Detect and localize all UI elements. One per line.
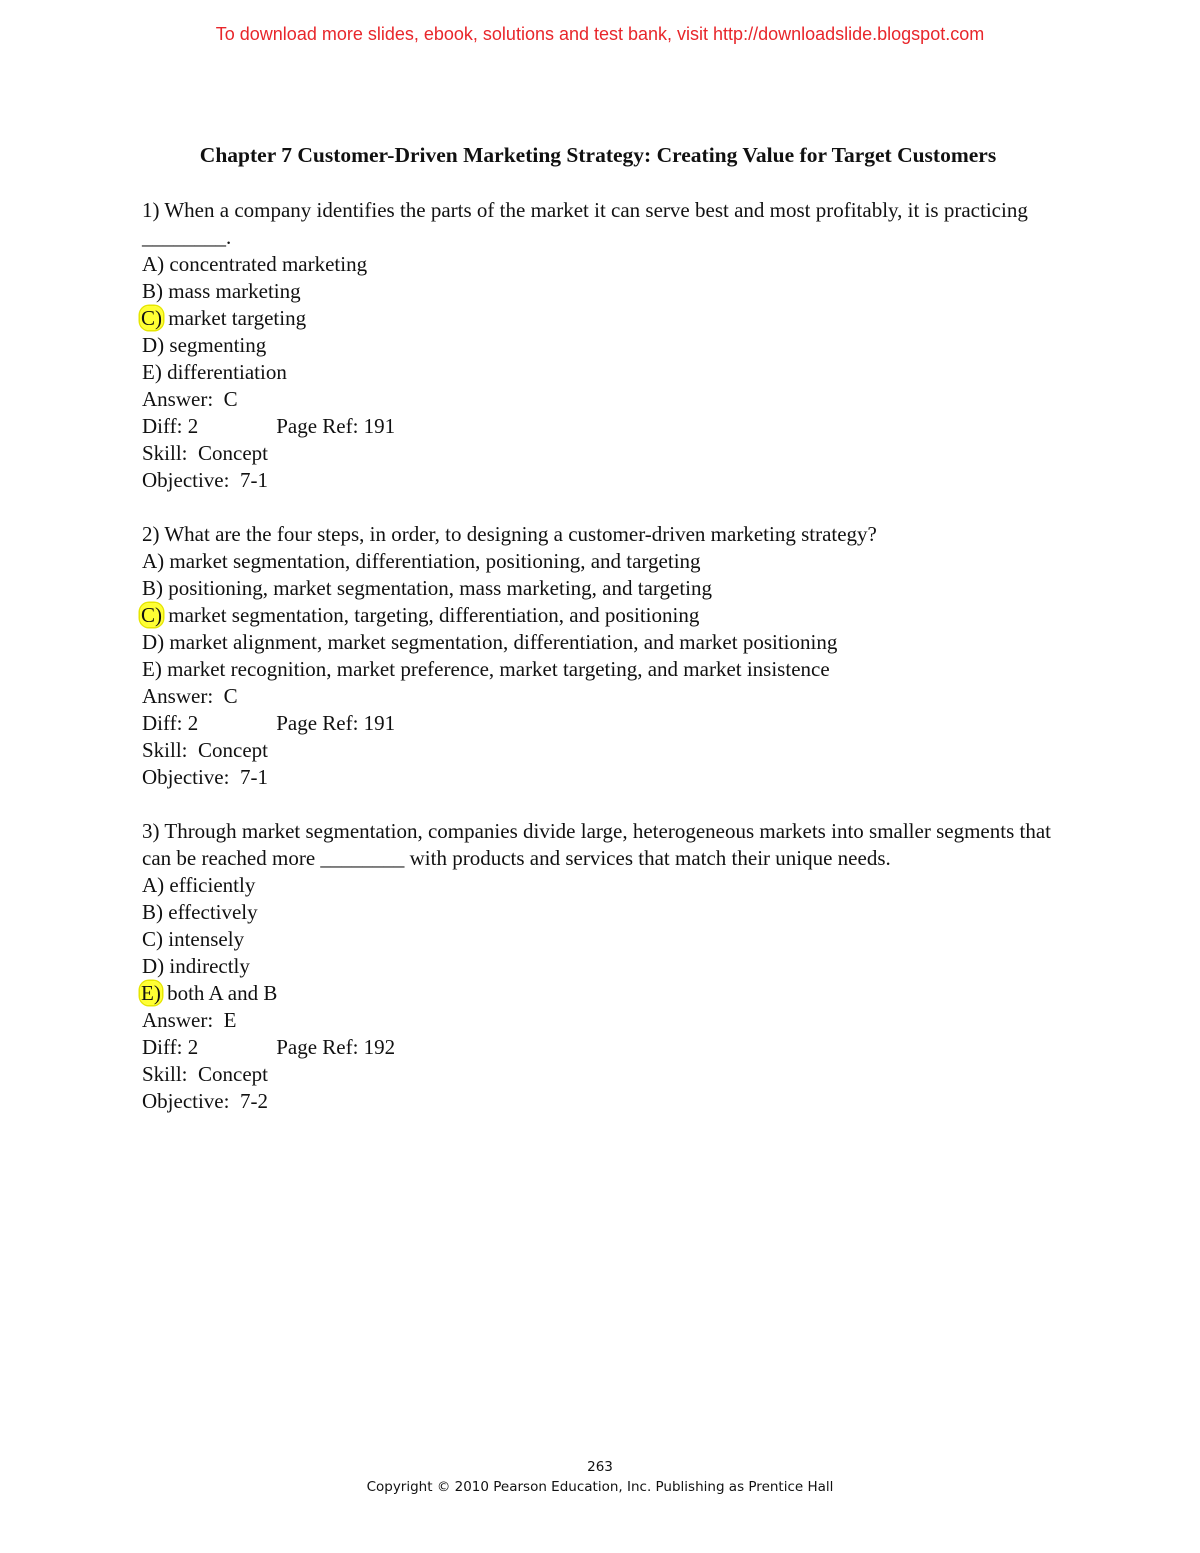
answer-line: Answer: C xyxy=(142,684,238,708)
answer-option xyxy=(142,872,1062,899)
answer-option xyxy=(142,575,1062,602)
option-text: market alignment, market segmentation, differentiation, and market positioning xyxy=(169,630,838,654)
option-text: effectively xyxy=(168,900,258,924)
option-letter: B) xyxy=(142,576,163,600)
option-text: market targeting xyxy=(168,306,307,330)
question-block xyxy=(142,197,1062,494)
option-text: mass marketing xyxy=(168,279,301,303)
answer-option xyxy=(142,899,1062,926)
option-letter-highlighted: C) xyxy=(141,603,162,627)
answer-option xyxy=(142,359,1062,386)
option-text: segmenting xyxy=(169,333,267,357)
difficulty-pageref-row xyxy=(142,1034,1062,1061)
option-letter-highlighted: E) xyxy=(141,981,161,1005)
page-ref: Page Ref: 192 xyxy=(276,1035,396,1059)
option-letter: A) xyxy=(142,252,165,276)
answer-line: Answer: C xyxy=(142,387,238,411)
skill: Skill: Concept xyxy=(142,1062,268,1086)
answer-line: Answer: E xyxy=(142,1008,237,1032)
answer-option xyxy=(142,332,1062,359)
option-letter: A) xyxy=(142,873,165,897)
question-block xyxy=(142,521,1062,791)
option-letter: A) xyxy=(142,549,165,573)
option-text: market recognition, market preference, market targeting, and market insistence xyxy=(167,657,830,681)
answer-option xyxy=(142,656,1062,683)
option-text: differentiation xyxy=(167,360,287,384)
answer-option xyxy=(142,926,1062,953)
skill: Skill: Concept xyxy=(142,441,268,465)
answer-option xyxy=(142,548,1062,575)
option-text: indirectly xyxy=(169,954,250,978)
option-letter: C) xyxy=(142,927,163,951)
question-block xyxy=(142,818,1062,1115)
option-letter: D) xyxy=(142,630,165,654)
option-letter: D) xyxy=(142,333,165,357)
difficulty-pageref-row xyxy=(142,413,1062,440)
option-text: intensely xyxy=(168,927,245,951)
page-ref: Page Ref: 191 xyxy=(276,711,396,735)
option-text: positioning, market segmentation, mass marketing, and targeting xyxy=(168,576,713,600)
option-letter-highlighted: C) xyxy=(141,306,162,330)
option-letter: D) xyxy=(142,954,165,978)
question-list xyxy=(142,197,1062,1115)
answer-option xyxy=(142,953,1062,980)
option-letter: B) xyxy=(142,900,163,924)
page-ref: Page Ref: 191 xyxy=(276,414,396,438)
option-letter: B) xyxy=(142,279,163,303)
difficulty: Diff: 2 xyxy=(142,414,199,438)
objective: Objective: 7-1 xyxy=(142,765,268,789)
objective: Objective: 7-1 xyxy=(142,468,268,492)
answer-option xyxy=(142,251,1062,278)
difficulty: Diff: 2 xyxy=(142,711,199,735)
option-letter: E) xyxy=(142,360,162,384)
answer-option xyxy=(142,602,1062,629)
answer-option xyxy=(142,278,1062,305)
skill: Skill: Concept xyxy=(142,738,268,762)
answer-option xyxy=(142,629,1062,656)
option-text: concentrated marketing xyxy=(169,252,368,276)
question-stem: 3) Through market segmentation, companies divide large, heterogeneous markets into smaller segments that can be reached more ________ with products and services that match their unique needs. xyxy=(142,819,1051,870)
question-stem: 2) What are the four steps, in order, to designing a customer-driven marketing strategy? xyxy=(142,522,877,546)
answer-option xyxy=(142,305,1062,332)
difficulty: Diff: 2 xyxy=(142,1035,199,1059)
document-body xyxy=(142,140,1062,1142)
copyright-notice: Copyright © 2010 Pearson Education, Inc. Publishing as Prentice Hall xyxy=(366,1479,834,1495)
download-banner[interactable]: To download more slides, ebook, solutions and test bank, visit http://downloadslide.blogspot.com xyxy=(215,24,985,44)
page-number: 263 xyxy=(587,1459,613,1475)
option-letter: E) xyxy=(142,657,162,681)
chapter-title: Chapter 7 Customer-Driven Marketing Strategy: Creating Value for Target Customers xyxy=(199,143,997,167)
option-text: both A and B xyxy=(167,981,278,1005)
option-text: market segmentation, targeting, differentiation, and positioning xyxy=(168,603,700,627)
answer-option xyxy=(142,980,1062,1007)
difficulty-pageref-row xyxy=(142,710,1062,737)
question-stem: 1) When a company identifies the parts of the market it can serve best and most profitably, it is practicing ________. xyxy=(142,198,1028,249)
objective: Objective: 7-2 xyxy=(142,1089,268,1113)
option-text: efficiently xyxy=(169,873,256,897)
option-text: market segmentation, differentiation, positioning, and targeting xyxy=(169,549,701,573)
